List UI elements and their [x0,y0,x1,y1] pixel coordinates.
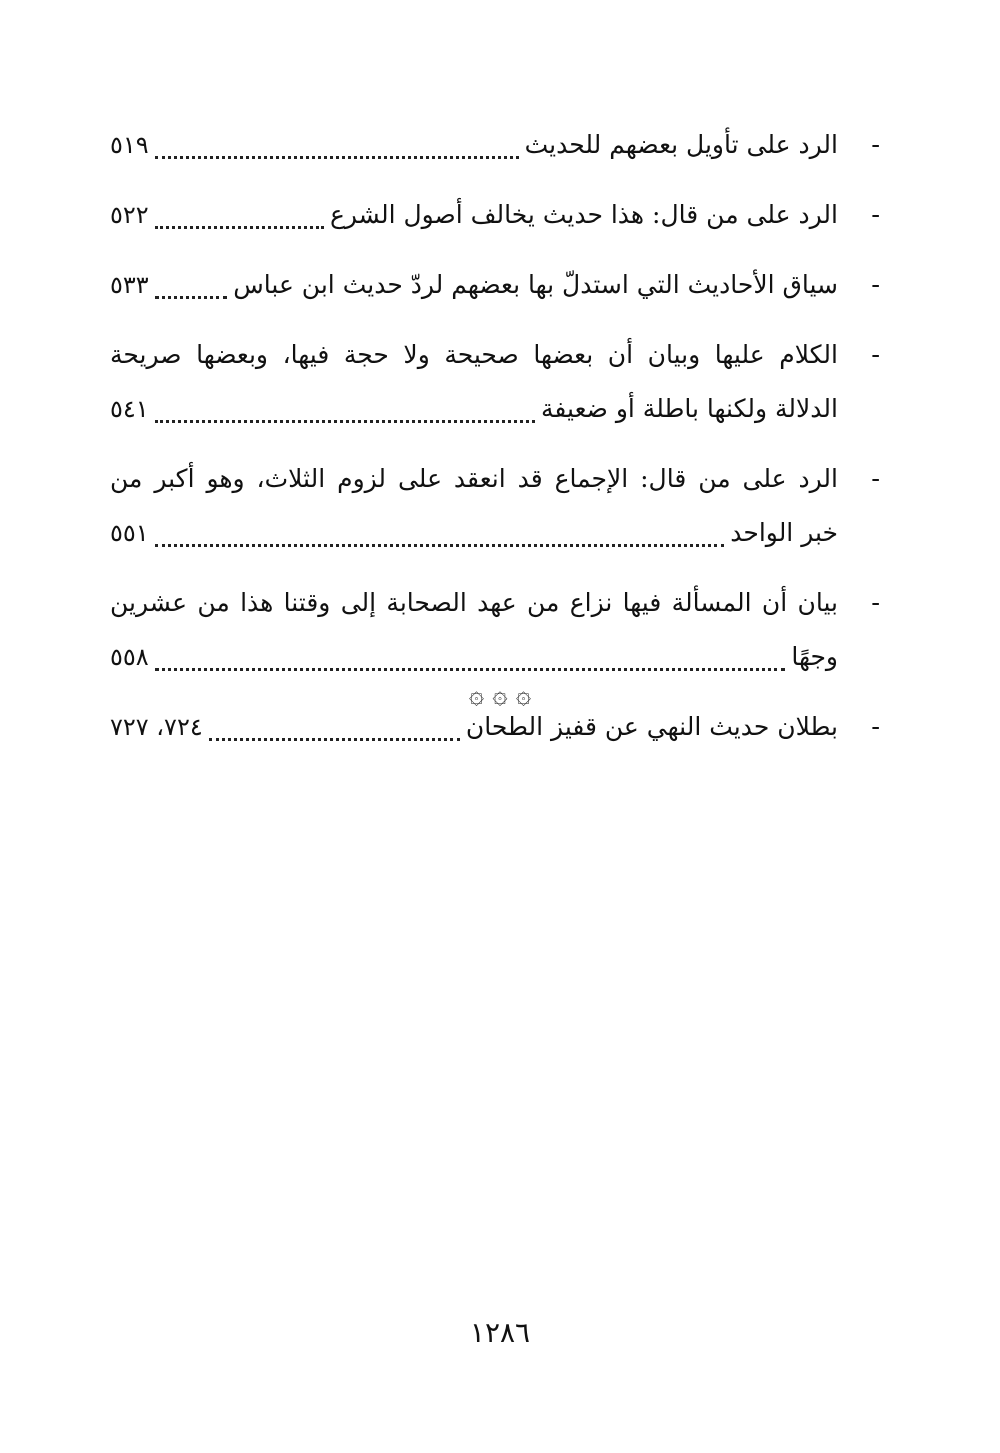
entry-page-number: ٥٥٨ [110,643,149,671]
toc-entry [110,188,880,242]
entry-text: الرد على تأويل بعضهم للحديث [524,130,838,159]
dot-leader [155,514,725,547]
dot-leader [155,196,324,229]
dot-leader [209,708,460,741]
section-end-ornament: ۞ ۞ ۞ [468,680,532,710]
entry-dash: - [871,340,880,370]
table-of-contents [110,118,880,770]
entry-text: بطلان حديث النهي عن قفيز الطحان [465,712,838,741]
entry-page-number: ٥٤١ [110,395,149,423]
entry-page-number: ٥١٩ [110,131,149,159]
entry-page-number: ٥٣٣ [110,271,149,299]
toc-entry [110,576,880,684]
entry-dash: - [871,270,880,300]
entry-text: خبر الواحد [730,518,838,547]
page-number: ١٢٨٦ [469,1316,531,1349]
entry-line: بيان أن المسألة فيها نزاع من عهد الصحابة إلى وقتنا هذا من عشرين [110,588,838,617]
entry-line [110,382,838,436]
dot-leader [155,126,519,159]
toc-entry [110,328,880,436]
entry-line [110,258,838,312]
entry-line [110,118,838,172]
entry-text: الرد على من قال: هذا حديث يخالف أصول الشرع [329,200,838,229]
toc-entry [110,118,880,172]
entry-dash: - [871,464,880,494]
toc-entry [110,452,880,560]
entry-line: الرد على من قال: الإجماع قد انعقد على لزوم الثلاث، وهو أكبر من [110,464,838,493]
entry-page-number: ٧٢٤، ٧٢٧ [110,713,203,741]
entry-line [110,506,838,560]
toc-entry [110,258,880,312]
entry-page-number: ٥٥١ [110,519,149,547]
entry-line: الكلام عليها وبيان أن بعضها صحيحة ولا حجة فيها، وبعضها صريحة [110,340,838,369]
entry-line [110,188,838,242]
entry-line [110,630,838,684]
entry-dash: - [871,130,880,160]
dot-leader [155,390,535,423]
entry-page-number: ٥٢٢ [110,201,149,229]
entry-text: الدلالة ولكنها باطلة أو ضعيفة [541,394,838,423]
entry-text: سياق الأحاديث التي استدلّ بها بعضهم لردّ حديث ابن عباس [233,270,838,299]
entry-dash: - [871,588,880,618]
entry-dash: - [871,200,880,230]
dot-leader [155,638,786,671]
entry-text: وجهًا [791,642,838,671]
dot-leader [155,266,228,299]
entry-dash: - [871,712,880,742]
